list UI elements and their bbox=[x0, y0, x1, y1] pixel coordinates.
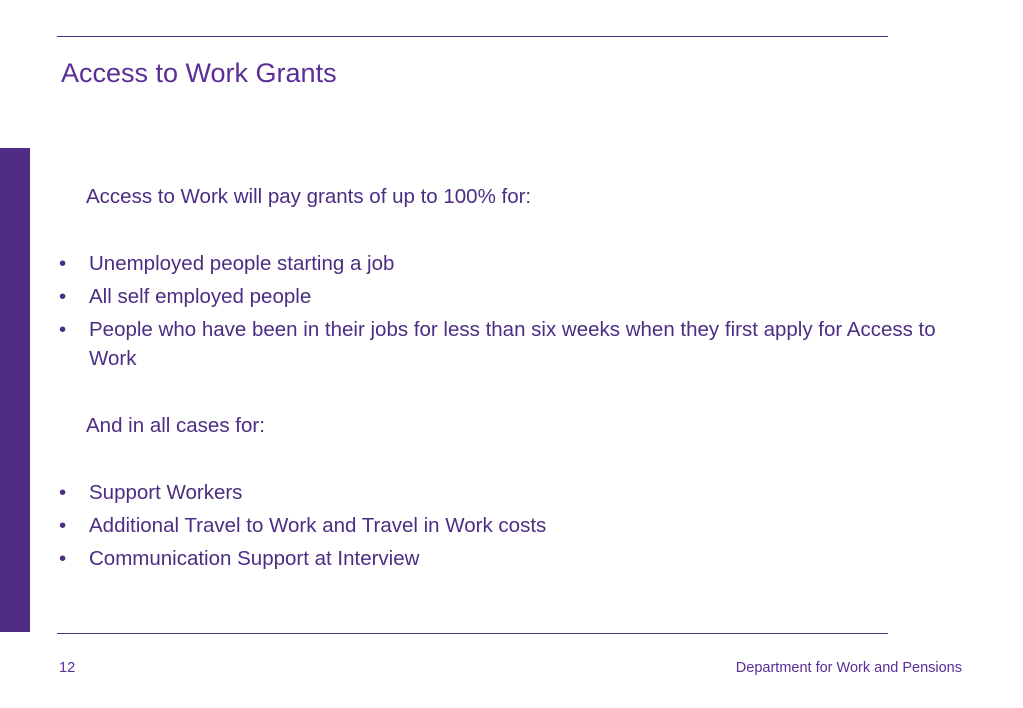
slide-title: Access to Work Grants bbox=[61, 58, 337, 88]
slide-body bbox=[59, 182, 974, 577]
footer-organization: Department for Work and Pensions bbox=[735, 660, 962, 676]
list-item-text: Communication Support at Interview bbox=[89, 547, 420, 570]
bullet-icon: • bbox=[59, 252, 67, 275]
list-item-text: Additional Travel to Work and Travel in Work costs bbox=[89, 514, 547, 537]
top-rule bbox=[57, 36, 888, 37]
list-item-text: Support Workers bbox=[89, 481, 243, 504]
bullet-list-1 bbox=[59, 249, 974, 373]
page-number: 12 bbox=[59, 660, 76, 676]
list-item-text: Unemployed people starting a job bbox=[89, 252, 395, 275]
list-item bbox=[59, 315, 974, 373]
list-item bbox=[59, 544, 974, 573]
bullet-icon: • bbox=[59, 318, 67, 341]
side-accent-bar bbox=[0, 148, 30, 632]
list-item bbox=[59, 478, 974, 507]
intro-text-1: Access to Work will pay grants of up to 100% for: bbox=[86, 185, 532, 208]
bullet-icon: • bbox=[59, 514, 67, 537]
bottom-rule bbox=[57, 633, 888, 634]
list-item-text: People who have been in their jobs for less than six weeks when they first apply for Access to Work bbox=[89, 318, 936, 370]
list-item bbox=[59, 511, 974, 540]
bullet-list-2 bbox=[59, 478, 974, 573]
list-item bbox=[59, 282, 974, 311]
list-item-text: All self employed people bbox=[89, 285, 312, 308]
bullet-icon: • bbox=[59, 481, 67, 504]
bullet-icon: • bbox=[59, 285, 67, 308]
intro-text-2: And in all cases for: bbox=[86, 414, 265, 437]
bullet-icon: • bbox=[59, 547, 67, 570]
list-item bbox=[59, 249, 974, 278]
